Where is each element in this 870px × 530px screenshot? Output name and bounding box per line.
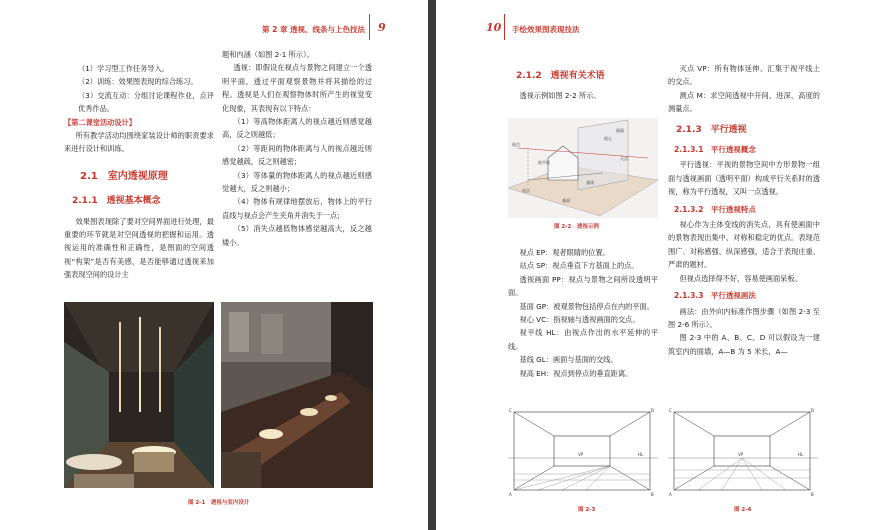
page-gutter bbox=[428, 0, 436, 530]
activity-heading: 【第二课堂活动设计】 bbox=[64, 117, 136, 127]
subsection-heading: 2.1.3 平行透视 bbox=[676, 124, 747, 135]
fig-label: 基线 bbox=[586, 180, 594, 185]
paragraph: 但视点选择得不好，容易使画面呆板。 bbox=[679, 273, 802, 283]
paragraph: 视心作为主体变线的消失点，具有使画面中的景物表现出集中、对称和稳定的优点。表现范围广、对称感强、纵深感强，适合于表现庄重、严肃的题材。 bbox=[668, 220, 820, 270]
term-item: 站点 SP：视点垂直下方基面上的点。 bbox=[519, 261, 639, 271]
paragraph: 平行透视：平视的景物空间中方形景物一组面与透视画面（透明平面）构成平行关系时的透视，称为平行透视，又叫一点透视。 bbox=[668, 160, 820, 197]
paragraph: 灭点 VP：所有物体延伸、汇集于视平线上的交点。 bbox=[668, 64, 820, 87]
term-item: 视点 EP：观者眼睛的位置。 bbox=[519, 248, 610, 257]
right-column-2 bbox=[668, 62, 820, 358]
fig-label: 视点 bbox=[512, 142, 520, 147]
interior-photo-2-drawing bbox=[221, 302, 373, 488]
term-item: 视平线 HL：由视点作出的水平延伸的平线。 bbox=[508, 328, 658, 351]
figure-2-4 bbox=[668, 408, 818, 498]
page-number: 10 bbox=[486, 21, 502, 34]
paragraph: 效果图表现除了要对空间界面进行处理，最重要的环节就是对空间透视的把握和运用。透视运用的准确性和正确性，是图面的空间透视“构架”是否有美感，是否能够通过透视来加强表现空间的设计主 bbox=[64, 216, 214, 280]
interior-photo-2 bbox=[221, 302, 373, 488]
sub-subsection-heading: 2.1.3.1 平行透视概念 bbox=[674, 145, 756, 155]
list-item: （1）等高物体距离人的视点越近则感觉越高，反之则越低； bbox=[222, 117, 372, 140]
term-item: 视高 EH：视点到停点的垂直距离。 bbox=[519, 368, 633, 378]
list-item: （2）训练：效果图表现的综合练习。 bbox=[78, 77, 198, 87]
header-divider bbox=[504, 14, 505, 40]
figure-2-3 bbox=[508, 408, 658, 498]
fig-label: 画面 bbox=[616, 128, 624, 133]
list-item: （3）交流互动：分组讨论课程作业，点评优秀作品。 bbox=[78, 90, 214, 114]
list-item: （5）消失点越低物体感觉越高大，反之越矮小。 bbox=[222, 224, 372, 247]
fig-label: 基面 bbox=[562, 198, 570, 203]
interior-photo-1 bbox=[64, 302, 214, 488]
sub-subsection-heading: 2.1.3.3 平行透视画法 bbox=[674, 291, 756, 301]
right-page bbox=[436, 0, 870, 530]
figure-caption: 图 2-1 透视与室内设计 bbox=[188, 500, 250, 506]
page-number: 9 bbox=[378, 21, 386, 34]
diagram-label: HL bbox=[638, 452, 644, 457]
fig-label: 灭点 bbox=[620, 156, 628, 161]
term-item: 透视画面 PP：视点与景物之间所设透明平面。 bbox=[508, 274, 658, 298]
term-item: 基线 GL：画面与基面的交线。 bbox=[519, 355, 618, 365]
diagram-label: A bbox=[669, 492, 672, 497]
sub-subsection-heading: 2.1.3.2 平行透视特点 bbox=[674, 204, 756, 214]
paragraph: 透视示例如图 2-2 所示。 bbox=[519, 91, 601, 101]
diagram-label: B bbox=[811, 492, 814, 497]
interior-photo-1-drawing bbox=[64, 302, 214, 488]
paragraph: 透视：即假设在视点与景物之间建立一个透明平面，透过平面观察景物并将其描绘的过程。透视是人们在观察物体时所产生的视觉变化现象，其表现有以下特点： bbox=[222, 63, 372, 113]
subsection-heading: 2.1.1 透视基本概念 bbox=[72, 196, 161, 207]
term-item: 视心 VC：指视轴与透视画面的交点。 bbox=[519, 315, 640, 325]
right-column-1-terms bbox=[508, 246, 658, 380]
diagram-label: A bbox=[509, 492, 512, 497]
paragraph: 所有教学活动均围绕家装设计师的职责要求来进行设计和训练。 bbox=[64, 131, 214, 154]
diagram-label: VP bbox=[738, 452, 744, 457]
perspective-diagram bbox=[508, 118, 658, 218]
perspective-diagram-drawing bbox=[508, 118, 658, 218]
figure-caption: 图 2-4 bbox=[734, 507, 752, 513]
left-page bbox=[0, 0, 428, 530]
subsection-heading: 2.1.2 透视有关术语 bbox=[516, 71, 605, 81]
diagram-label: C bbox=[509, 408, 512, 413]
diagram-label: C bbox=[669, 408, 672, 413]
figure-2-4-drawing bbox=[668, 408, 818, 498]
paragraph: 图 2-3 中的 A、B、C、D 可以假设为一建筑室内的面墙，A—B 为 5 米长，A— bbox=[668, 333, 820, 356]
paragraph: 题和内涵（如图 2-1 所示）。 bbox=[222, 50, 314, 59]
term-item: 基面 GP：被观景物包括停点在内的平面。 bbox=[519, 301, 654, 311]
header-title: 手绘效果图表现技法 bbox=[512, 25, 580, 34]
left-column-2 bbox=[222, 48, 372, 249]
fig-label: 站点 bbox=[522, 188, 530, 193]
figure-caption: 图 2-3 bbox=[578, 507, 596, 513]
paragraph: 画法：由外向内标准作图步骤（如图 2-3 至图 2-6 所示）。 bbox=[668, 306, 820, 329]
list-item: （3）等体量的物体距离人的视点越近则感觉越大，反之则越小； bbox=[222, 170, 372, 194]
figure-2-3-drawing bbox=[508, 408, 658, 498]
fig-label: 视心 bbox=[604, 136, 612, 141]
diagram-label: VP bbox=[578, 452, 584, 457]
section-heading: 2.1 室内透视原理 bbox=[80, 170, 168, 182]
header-title: 透视、线条与上色技法 bbox=[290, 25, 365, 34]
list-item: （4）物体有规律地摆放后，物体上的平行直线与视点会产生夹角并消失于一点； bbox=[222, 197, 372, 220]
diagram-label: D bbox=[811, 408, 815, 413]
figure-caption: 图 2-2 透视示例 bbox=[554, 224, 599, 230]
header-chapter: 第 2 章 bbox=[262, 25, 288, 34]
left-column-1 bbox=[64, 62, 214, 282]
paragraph: 测点 M：求空间透视中开间、进深、高度的测量点。 bbox=[668, 90, 820, 114]
right-column-1 bbox=[508, 62, 658, 103]
fig-label: 视平线 bbox=[538, 160, 550, 165]
diagram-label: D bbox=[651, 408, 655, 413]
diagram-label: B bbox=[651, 492, 654, 497]
header-divider bbox=[369, 14, 370, 40]
list-item: （2）等距间的物体距离与人的视点越近则感觉越疏，反之则越密； bbox=[222, 143, 372, 167]
diagram-label: HL bbox=[798, 452, 804, 457]
list-item: （1）学习型工作任务导入。 bbox=[78, 64, 169, 73]
